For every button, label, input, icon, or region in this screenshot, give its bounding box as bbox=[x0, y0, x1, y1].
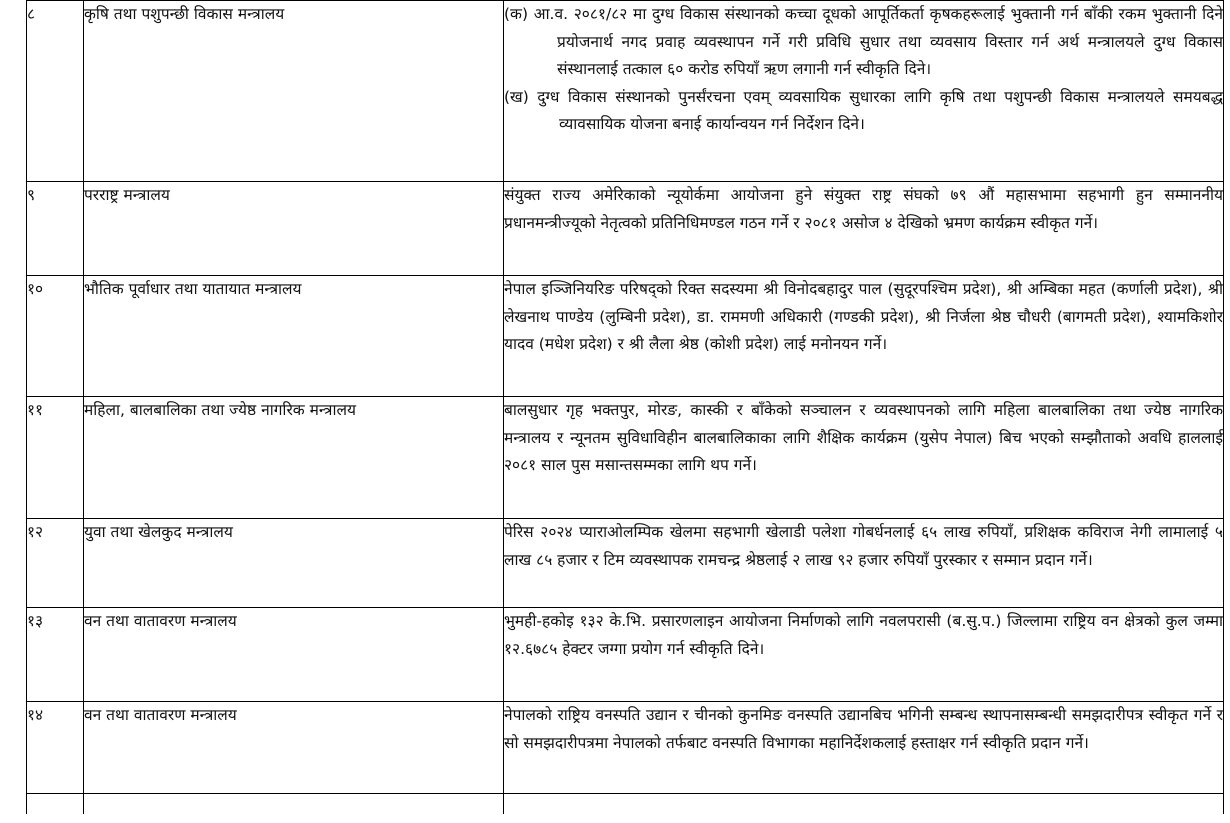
row-number: १४ bbox=[27, 702, 84, 794]
ministry-name: महिला, बालबालिका तथा ज्येष्ठ नागरिक मन्त्रालय bbox=[84, 397, 504, 519]
decision-paragraph: (क) आ.व. २०८१/८२ मा दुग्ध विकास संस्थानको कच्चा दूधको आपूर्तिकर्ता कृषकहरूलाई भुक्तानी गर्न बाँकी रकम भुक्तानी दिने प्रयोजनार्थ नगद प्रवाह व्यवस्थापन गर्ने गरी प्रविधि सुधार तथा व्यवसाय विस्तार गर्न अर्थ मन्त्रालयले दुग्ध विकास संस्थानलाई तत्काल ६० करोड रुपियाँ ऋण लगानी गर्न स्वीकृति दिने। bbox=[504, 5, 1223, 78]
row-number: १३ bbox=[27, 608, 84, 702]
decision-text: नेपाल इञ्जिनियरिङ परिषद्को रिक्त सदस्यमा श्री विनोदबहादुर पाल (सुदूरपश्चिम प्रदेश), श्री अम्बिका महत (कर्णाली प्रदेश), श्री लेखनाथ पाण्डेय (लुम्बिनी प्रदेश), डा. राममणी अधिकारी (गण्डकी प्रदेश), श्री निर्जला श्रेष्ठ चौधरी (बागमती प्रदेश), श्यामकिशोर यादव (मधेश प्रदेश) र श्री लैला श्रेष्ठ (कोशी प्रदेश) लाई मनोनयन गर्ने। bbox=[504, 276, 1224, 397]
row-number: ९ bbox=[27, 182, 84, 276]
table-row bbox=[27, 519, 1224, 608]
table-row bbox=[27, 608, 1224, 702]
table-row-partial bbox=[27, 794, 1224, 815]
decision-paragraph: (ख) दुग्ध विकास संस्थानको पुनर्संरचना एवम् व्यवसायिक सुधारका लागि कृषि तथा पशुपन्छी विकास मन्त्रालयले समयबद्ध व्यावसायिक योजना बनाई कार्यान्वयन गर्न निर्देशन दिने। bbox=[504, 87, 1223, 133]
row-number: ८ bbox=[27, 1, 84, 182]
ministry-name: कृषि तथा पशुपन्छी विकास मन्त्रालय bbox=[84, 1, 504, 182]
decisions-table bbox=[26, 0, 1224, 814]
decision-text: संयुक्त राज्य अमेरिकाको न्यूयोर्कमा आयोजना हुने संयुक्त राष्ट्र संघको ७९ औं महासभामा सहभागी हुन सम्माननीय प्रधानमन्त्रीज्यूको नेतृत्वको प्रतिनिधिमण्डल गठन गर्ने र २०८१ असोज ४ देखिको भ्रमण कार्यक्रम स्वीकृत गर्ने। bbox=[504, 182, 1224, 276]
decision-text: पेरिस २०२४ प्यारा‍ओलम्पिक खेलमा सहभागी खेलाडी पलेशा गोबर्धनलाई ६५ लाख रुपियाँ, प्रशिक्षक कविराज नेगी लामालाई ५ लाख ८५ हजार र टिम व्यवस्थापक रामचन्द्र श्रेष्ठलाई २ लाख ९२ हजार रुपियाँ पुरस्कार र सम्मान प्रदान गर्ने। bbox=[504, 519, 1224, 608]
ministry-name: वन तथा वातावरण मन्त्रालय bbox=[84, 608, 504, 702]
row-number: ११ bbox=[27, 397, 84, 519]
decision-text: नेपालको राष्ट्रिय वनस्पति उद्यान र चीनको कुनमिङ वनस्पति उद्यानबिच भगिनी सम्बन्ध स्थापनासम्बन्धी समझदारीपत्र स्वीकृत गर्ने र सो समझदारीपत्रमा नेपालको तर्फबाट वनस्पति विभागका महानिर्देशकलाई हस्ताक्षर गर्न स्वीकृति प्रदान गर्ने। bbox=[504, 702, 1224, 794]
ministry-name: वन तथा वातावरण मन्त्रालय bbox=[84, 702, 504, 794]
table-row bbox=[27, 397, 1224, 519]
row-number: १० bbox=[27, 276, 84, 397]
row-number: १२ bbox=[27, 519, 84, 608]
empty-cell bbox=[504, 794, 1224, 815]
empty-cell bbox=[27, 794, 84, 815]
ministry-name: भौतिक पूर्वाधार तथा यातायात मन्त्रालय bbox=[84, 276, 504, 397]
table-row bbox=[27, 182, 1224, 276]
decision-text: भुमही-हकोइ १३२ के.भि. प्रसारणलाइन आयोजना निर्माणको लागि नवलपरासी (ब.सु.प.) जिल्लामा राष्ट्रिय वन क्षेत्रको कुल जम्मा १२.६७८५ हेक्टर जग्गा प्रयोग गर्न स्वीकृति दिने। bbox=[504, 608, 1224, 702]
ministry-name: युवा तथा खेलकुद मन्त्रालय bbox=[84, 519, 504, 608]
table-row bbox=[27, 276, 1224, 397]
table-row bbox=[27, 702, 1224, 794]
decision-text bbox=[504, 1, 1224, 182]
table-row bbox=[27, 1, 1224, 182]
empty-cell bbox=[84, 794, 504, 815]
ministry-name: परराष्ट्र मन्त्रालय bbox=[84, 182, 504, 276]
decision-text: बालसुधार गृह भक्तपुर, मोरङ, कास्की र बाँकेको सञ्चालन र व्यवस्थापनको लागि महिला बालबालिका तथा ज्येष्ठ नागरिक मन्त्रालय र न्यूनतम सुविधाविहीन बालबालिकाका लागि शैक्षिक कार्यक्रम (युसेप नेपाल) बिच भएको सम्झौताको अवधि हाललाई २०८१ साल पुस मसान्तसम्मका लागि थप गर्ने। bbox=[504, 397, 1224, 519]
